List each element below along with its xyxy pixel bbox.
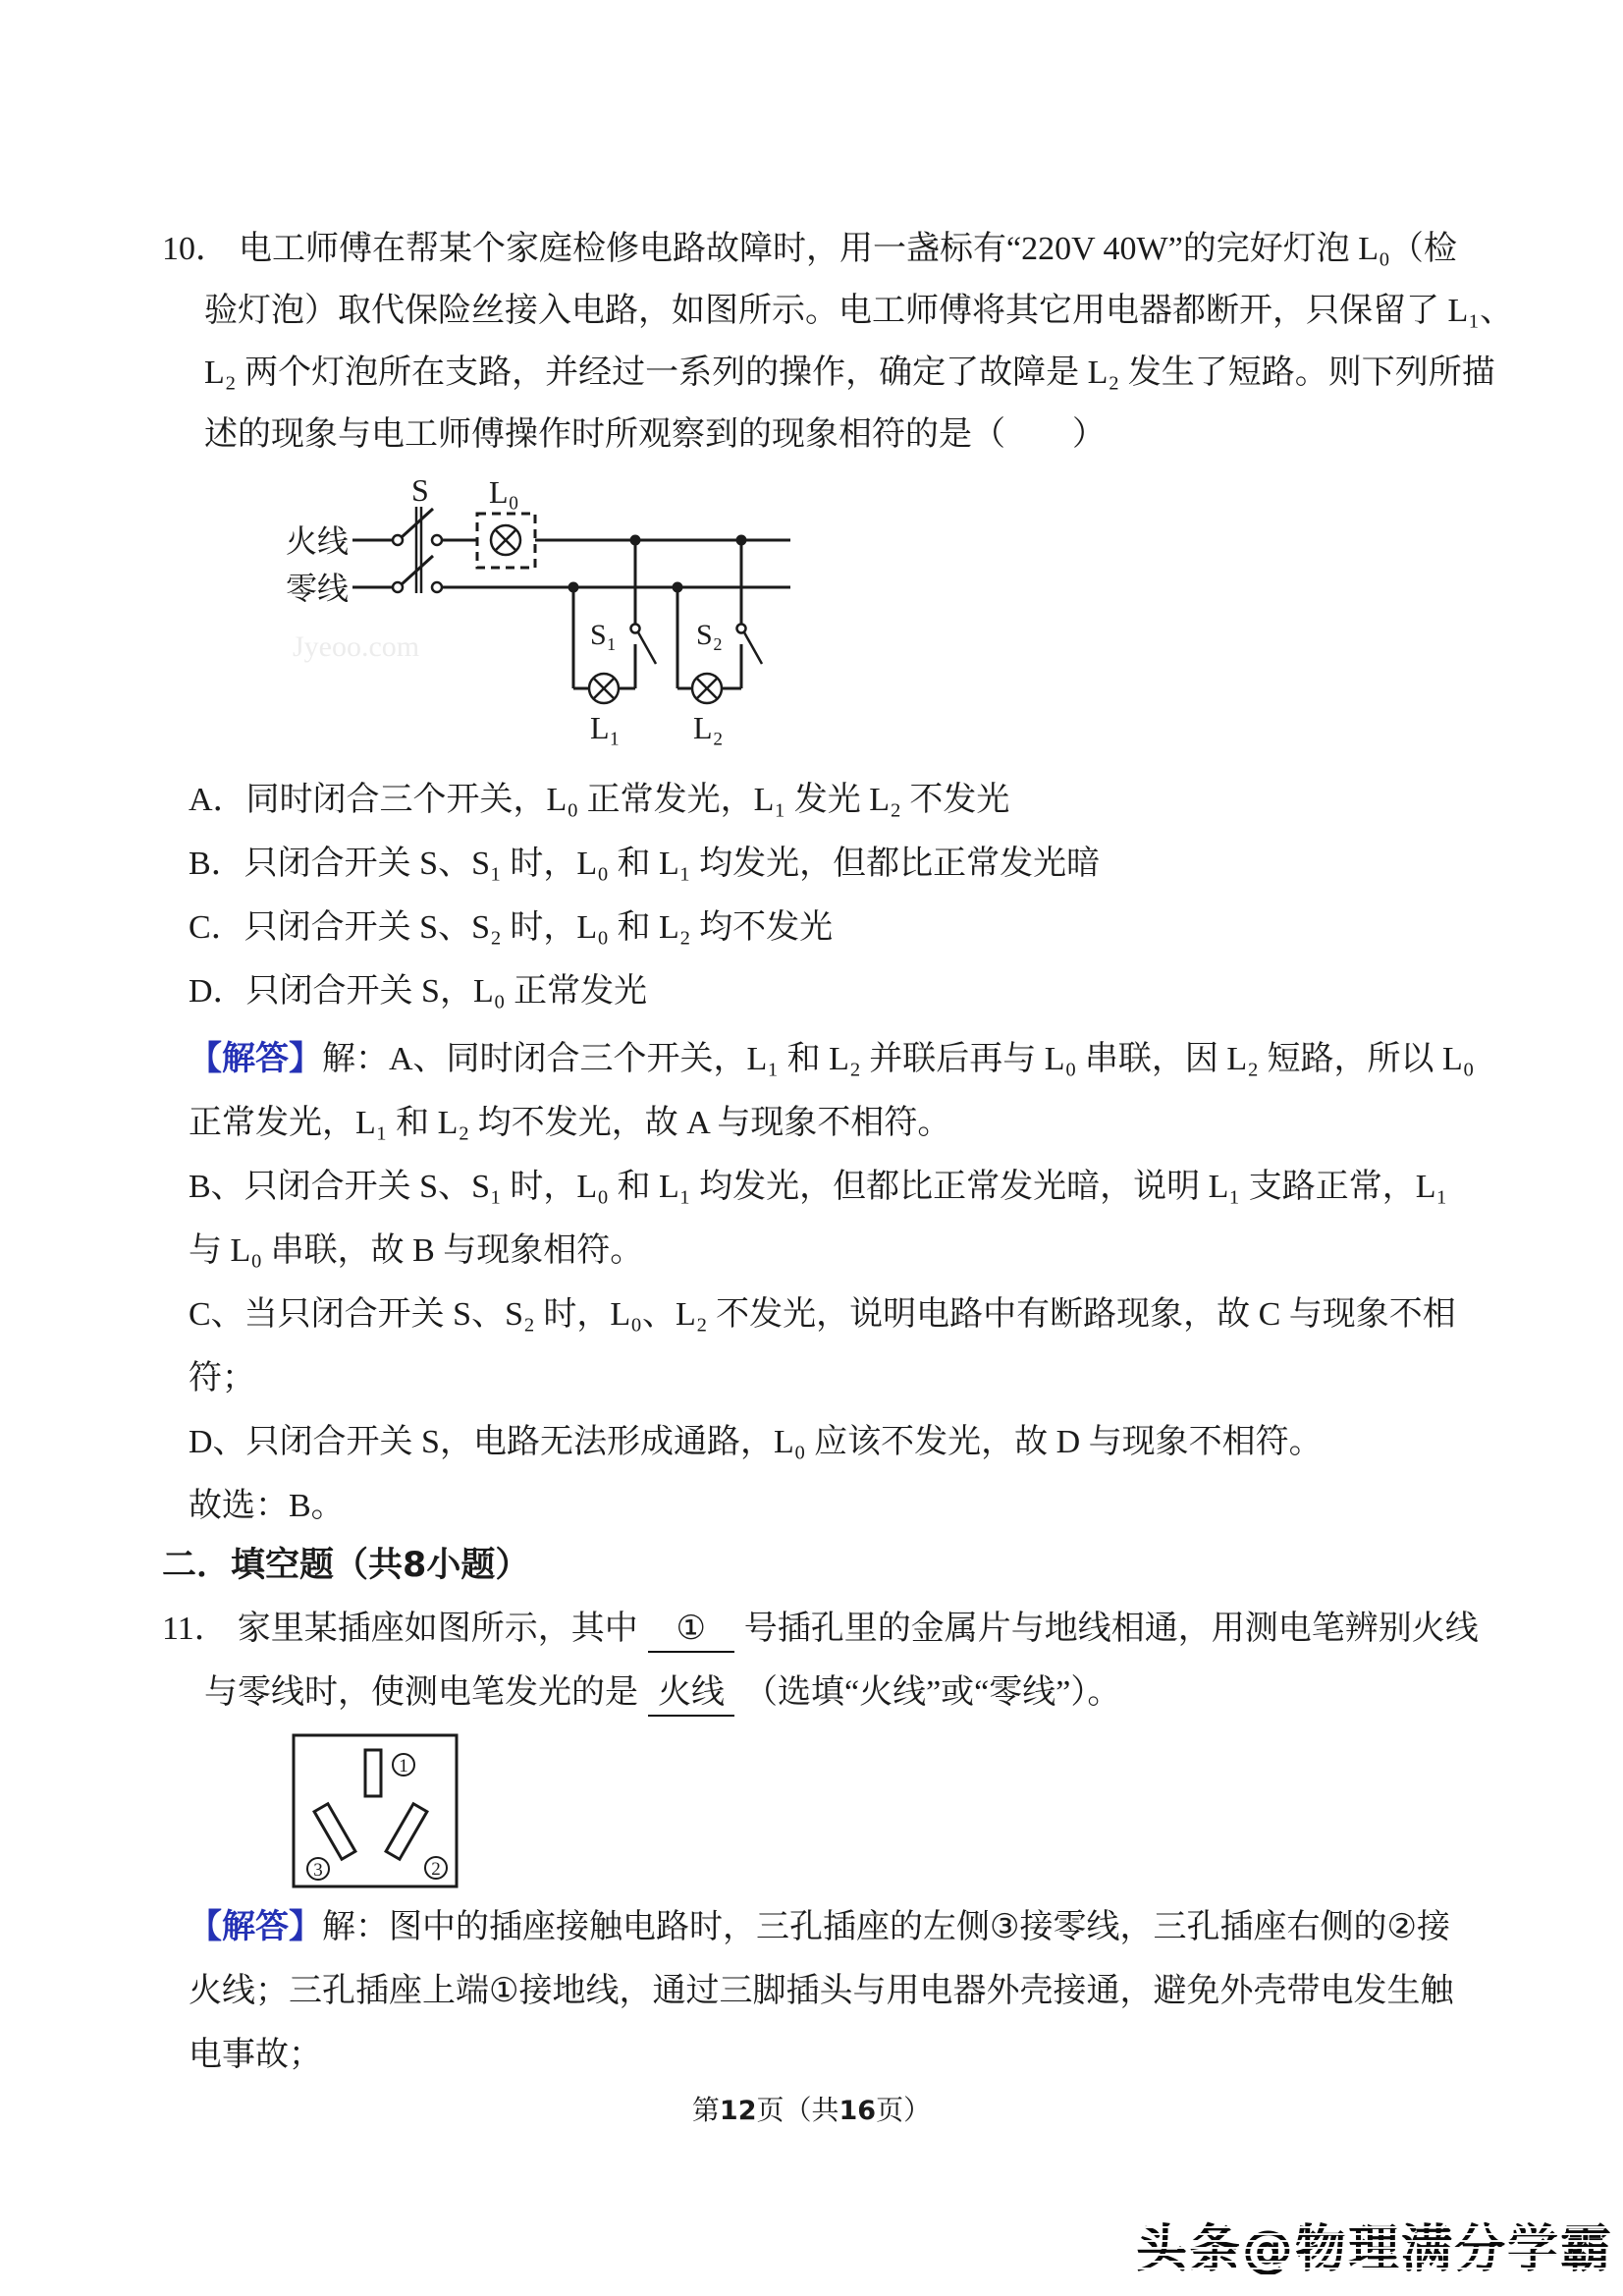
socket-slot-left	[314, 1804, 355, 1859]
switch-main-contact	[432, 535, 442, 545]
page-footer	[0, 2092, 1623, 2131]
fill-blank-1: ①	[648, 1608, 734, 1653]
switch-S1-blade	[638, 632, 656, 664]
solution-line: D、只闭合开关 S，电路无法形成通路，L₀ 应该不发光，故 D 与现象不相符。	[189, 1424, 1323, 1460]
question-11-line	[162, 1597, 1479, 1661]
footer-text: 页）	[876, 2096, 932, 2126]
question-11-text: （选填“火线”或“零线”）。	[744, 1674, 1121, 1711]
solution-line: 电事故；	[189, 2037, 322, 2073]
switch-S2-blade	[744, 632, 762, 664]
answer-line: 故选：B。	[189, 1488, 345, 1524]
switch-S1-label: S₁	[590, 619, 618, 651]
solution-line	[189, 1027, 1475, 1091]
fill-blank-2: 火线	[648, 1671, 734, 1717]
live-wire-label: 火线	[286, 523, 350, 559]
question-11-solution	[189, 1895, 1453, 2087]
question-10-line: 验灯泡）取代保险丝接入电路，如图所示。电工师傅将其它用电器都断开，只保留了 L₁、	[204, 293, 1514, 329]
solution-line: B、只闭合开关 S、S₁ 时，L₀ 和 L₁ 均发光，但都比正常发光暗，说明 L₁ 支路正常，L₁	[189, 1169, 1448, 1205]
switch-main-label: S	[411, 472, 429, 508]
socket-slot-right	[386, 1804, 427, 1859]
question-10-solution	[189, 1027, 1475, 1538]
switch-S2-label: S₂	[696, 619, 724, 651]
socket-diagram	[292, 1733, 459, 1888]
circuit-diagram	[278, 469, 798, 756]
section-2-heading: 二．填空题（共8小题）	[162, 1546, 530, 1585]
switch-S2-contact	[737, 625, 746, 633]
socket-number-3: 3	[313, 1860, 323, 1881]
socket-number-2: 2	[431, 1859, 441, 1880]
question-10-line: 述的现象与电工师傅操作时所观察到的现象相符的是（ ）	[204, 416, 1106, 453]
question-11-text: 号插孔里的金属片与地线相通，用测电笔辨别火线	[743, 1611, 1479, 1647]
switch-main-contact	[432, 582, 442, 592]
solution-line: C、当只闭合开关 S、S₂ 时，L₀、L₂ 不发光，说明电路中有断路现象，故 C 与现象不相	[189, 1296, 1456, 1333]
option-b: B．只闭合开关 S、S₁ 时，L₀ 和 L₁ 均发光，但都比正常发光暗	[189, 846, 1101, 882]
question-10	[162, 218, 1513, 465]
solution-line: 正常发光，L₁ 和 L₂ 均不发光，故 A 与现象不相符。	[189, 1105, 951, 1141]
option-a: A．同时闭合三个开关，L₀ 正常发光，L₁ 发光 L₂ 不发光	[189, 782, 1010, 818]
question-11-text: 家里某插座如图所示，其中	[237, 1611, 638, 1647]
option-d: D．只闭合开关 S，L₀ 正常发光	[189, 973, 648, 1010]
question-10-line: L₂ 两个灯泡所在支路，并经过一系列的操作，确定了故障是 L₂ 发生了短路。则下列所描	[204, 355, 1495, 391]
switch-S1-contact	[631, 625, 640, 633]
socket-number-1: 1	[399, 1756, 408, 1777]
footer-text: 第	[691, 2096, 720, 2126]
question-10-number: 10．	[162, 231, 229, 267]
question-11-line	[204, 1661, 1479, 1724]
solution-tag: 【解答】	[189, 1909, 322, 1945]
question-11-number: 11．	[162, 1611, 228, 1647]
option-c: C．只闭合开关 S、S₂ 时，L₀ 和 L₂ 均不发光	[189, 909, 834, 946]
solution-line: 符；	[189, 1360, 255, 1396]
socket-slot-earth	[365, 1750, 381, 1796]
solution-text: 解：图中的插座接触电路时，三孔插座的左侧③接零线，三孔插座右侧的②接	[322, 1909, 1450, 1945]
bulb-L1-label: L₁	[590, 710, 621, 745]
footer-total-pages: 16	[839, 2096, 877, 2126]
toutiao-watermark: 头条@物理满分学霸	[1136, 2208, 1613, 2281]
footer-text: 页（共	[756, 2096, 839, 2126]
question-10-text: 电工师傅在帮某个家庭检修电路故障时，用一盏标有“220V 40W”的完好灯泡 L₀（检	[239, 231, 1457, 267]
question-11	[162, 1597, 1479, 1724]
switch-main-contact	[393, 535, 403, 545]
solution-tag: 【解答】	[189, 1041, 322, 1077]
solution-line	[189, 1895, 1453, 1959]
jyeoo-watermark: Jyeoo.com	[293, 630, 420, 663]
switch-main-contact	[393, 582, 403, 592]
bulb-L2-label: L₂	[693, 710, 724, 745]
solution-line: 与 L₀ 串联，故 B 与现象相符。	[189, 1232, 644, 1269]
solution-line: 火线；三孔插座上端①接地线，通过三脚插头与用电器外壳接通，避免外壳带电发生触	[189, 1973, 1454, 2009]
question-10-line	[162, 218, 1513, 280]
question-10-options	[189, 768, 1100, 1023]
footer-page-number: 12	[719, 2096, 757, 2126]
bulb-L0-label: L₀	[489, 474, 519, 510]
neutral-wire-label: 零线	[286, 571, 350, 606]
question-11-text: 与零线时，使测电笔发光的是	[204, 1674, 638, 1711]
solution-text: 解：A、同时闭合三个开关，L₁ 和 L₂ 并联后再与 L₀ 串联，因 L₂ 短路，所以 L₀	[322, 1041, 1475, 1077]
